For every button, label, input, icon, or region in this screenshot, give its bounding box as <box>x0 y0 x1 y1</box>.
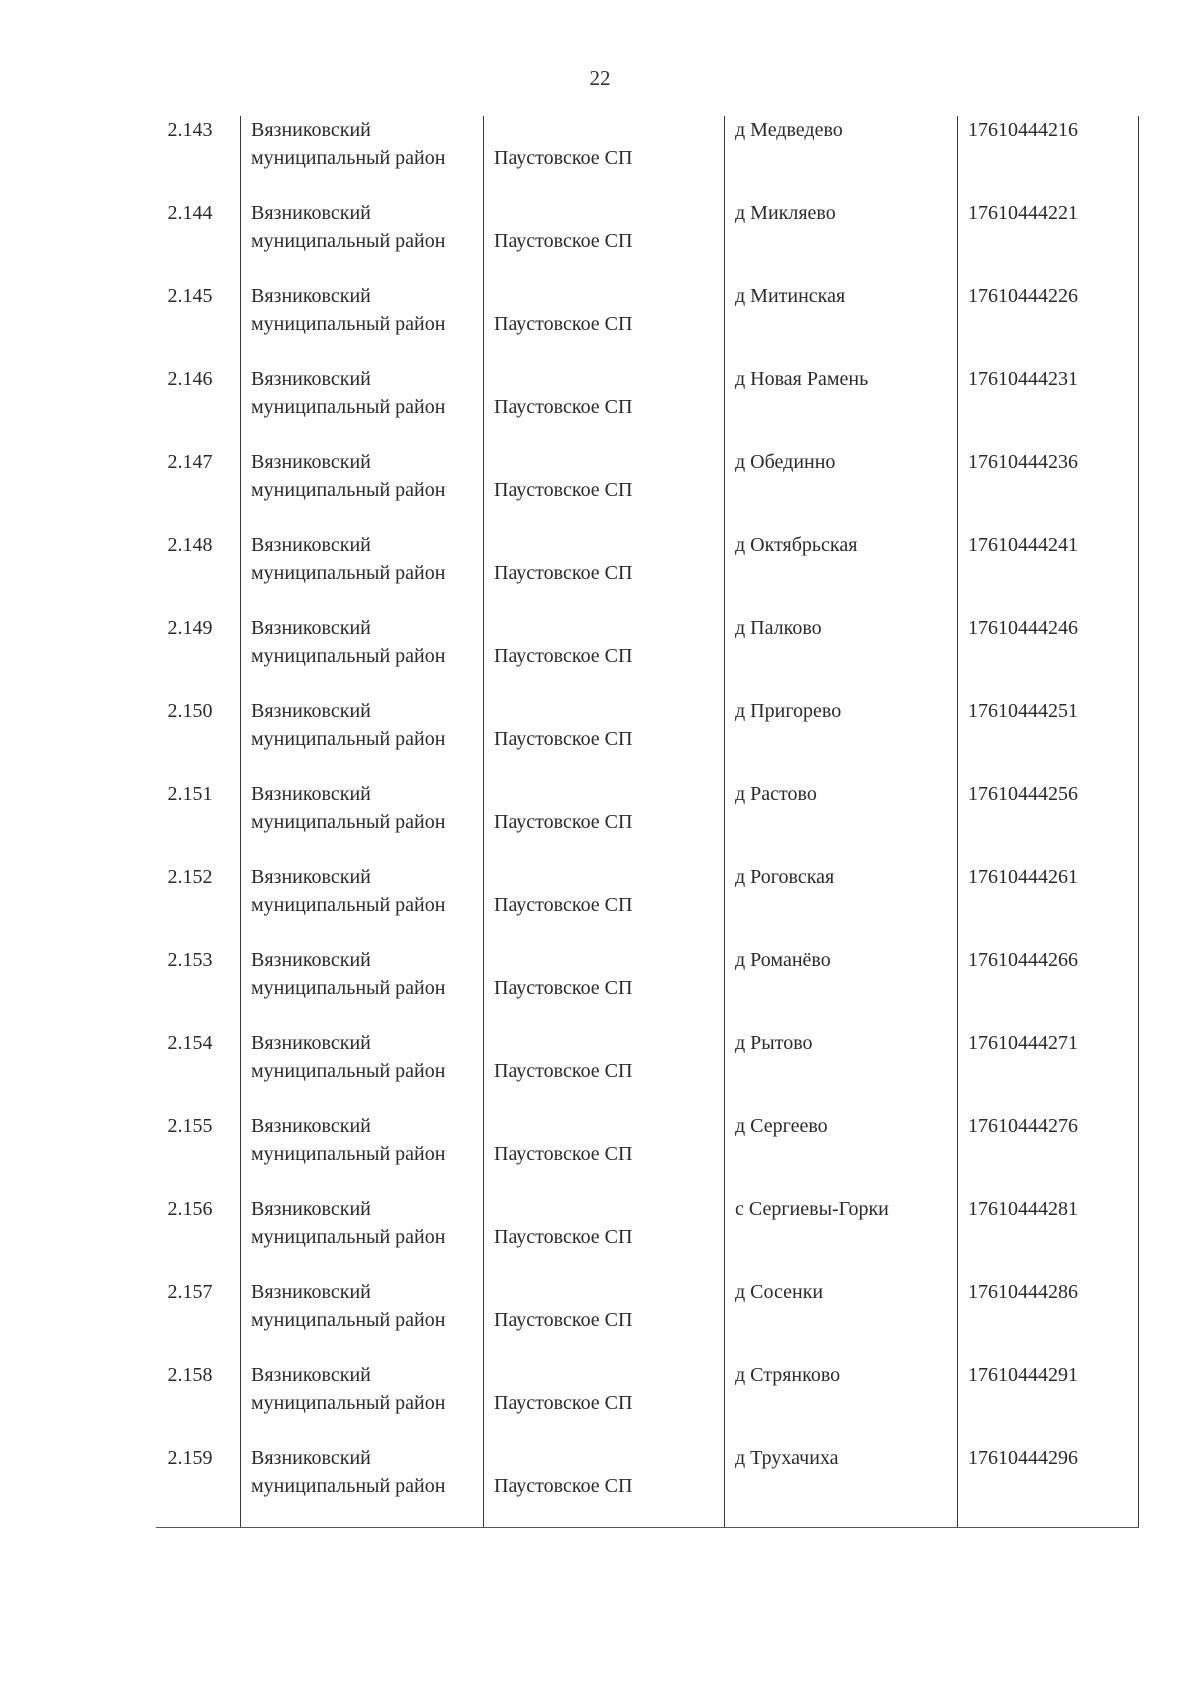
cell-settlement: Паустовское СП <box>484 282 725 365</box>
cell-number: 2.151 <box>167 783 213 805</box>
table-row <box>156 116 1139 199</box>
cell-district: Вязниковский муниципальный район <box>241 1444 484 1527</box>
cell-number: 2.146 <box>167 368 213 390</box>
cell-code: 17610444291 <box>958 1361 1139 1444</box>
cell-number: 2.155 <box>167 1115 213 1137</box>
table-row <box>156 1029 1139 1112</box>
cell-district: Вязниковский муниципальный район <box>241 116 484 199</box>
cell-code: 17610444286 <box>958 1278 1139 1361</box>
cell-number: 2.149 <box>167 617 213 639</box>
cell-village: д Растово <box>725 780 958 863</box>
cell-village: д Сергеево <box>725 1112 958 1195</box>
cell-number: 2.157 <box>167 1281 213 1303</box>
cell-settlement: Паустовское СП <box>484 1444 725 1527</box>
cell-number: 2.153 <box>167 949 213 971</box>
cell-settlement: Паустовское СП <box>484 1195 725 1278</box>
cell-settlement: Паустовское СП <box>484 531 725 614</box>
cell-settlement: Паустовское СП <box>484 448 725 531</box>
cell-settlement: Паустовское СП <box>484 1112 725 1195</box>
cell-village: д Пригорево <box>725 697 958 780</box>
cell-district: Вязниковский муниципальный район <box>241 199 484 282</box>
cell-number: 2.148 <box>167 534 213 556</box>
cell-district: Вязниковский муниципальный район <box>241 1278 484 1361</box>
cell-code: 17610444226 <box>958 282 1139 365</box>
cell-code: 17610444216 <box>958 116 1139 199</box>
cell-village: д Микляево <box>725 199 958 282</box>
table-row <box>156 1112 1139 1195</box>
cell-district: Вязниковский муниципальный район <box>241 1195 484 1278</box>
page-number: 22 <box>589 66 611 90</box>
cell-district: Вязниковский муниципальный район <box>241 697 484 780</box>
cell-village: д Октябрьская <box>725 531 958 614</box>
cell-village: д Медведево <box>725 116 958 199</box>
table-row <box>156 199 1139 282</box>
table-row <box>156 614 1139 697</box>
cell-settlement: Паустовское СП <box>484 697 725 780</box>
cell-village: д Новая Рамень <box>725 365 958 448</box>
table-row <box>156 365 1139 448</box>
table-row <box>156 697 1139 780</box>
cell-number: 2.143 <box>167 119 213 141</box>
cell-number: 2.158 <box>167 1364 213 1386</box>
cell-settlement: Паустовское СП <box>484 116 725 199</box>
cell-number: 2.152 <box>167 866 213 888</box>
cell-settlement: Паустовское СП <box>484 1278 725 1361</box>
cell-number: 2.154 <box>167 1032 213 1054</box>
cell-district: Вязниковский муниципальный район <box>241 946 484 1029</box>
cell-settlement: Паустовское СП <box>484 365 725 448</box>
cell-number: 2.150 <box>167 700 213 722</box>
cell-code: 17610444221 <box>958 199 1139 282</box>
cell-district: Вязниковский муниципальный район <box>241 614 484 697</box>
cell-code: 17610444261 <box>958 863 1139 946</box>
cell-village: д Митинская <box>725 282 958 365</box>
cell-code: 17610444251 <box>958 697 1139 780</box>
cell-number: 2.159 <box>156 1444 241 1527</box>
table-row <box>156 946 1139 1029</box>
cell-district: Вязниковский муниципальный район <box>241 780 484 863</box>
cell-village: д Роговская <box>725 863 958 946</box>
table-row <box>156 448 1139 531</box>
cell-settlement: Паустовское СП <box>484 946 725 1029</box>
table-row <box>156 863 1139 946</box>
table-row <box>156 282 1139 365</box>
table-body <box>156 116 1139 1527</box>
table-row <box>156 1278 1139 1361</box>
cell-village: д Стрянково <box>725 1361 958 1444</box>
cell-village: д Обединно <box>725 448 958 531</box>
cell-code: 17610444246 <box>958 614 1139 697</box>
table-row <box>156 1444 1139 1527</box>
cell-village: д Палково <box>725 614 958 697</box>
cell-settlement: Паустовское СП <box>484 1361 725 1444</box>
cell-number: 2.156 <box>167 1198 213 1220</box>
cell-village: с Сергиевы-Горки <box>725 1195 958 1278</box>
table-row <box>156 780 1139 863</box>
table-row <box>156 1195 1139 1278</box>
cell-code: 17610444281 <box>958 1195 1139 1278</box>
cell-village: д Романёво <box>725 946 958 1029</box>
cell-number: 2.147 <box>167 451 213 473</box>
cell-code: 17610444266 <box>958 946 1139 1029</box>
cell-code: 17610444256 <box>958 780 1139 863</box>
cell-district: Вязниковский муниципальный район <box>241 365 484 448</box>
cell-code: 17610444276 <box>958 1112 1139 1195</box>
cell-district: Вязниковский муниципальный район <box>241 863 484 946</box>
table-row <box>156 531 1139 614</box>
cell-settlement: Паустовское СП <box>484 863 725 946</box>
cell-village: д Сосенки <box>725 1278 958 1361</box>
cell-district: Вязниковский муниципальный район <box>241 448 484 531</box>
cell-village: д Трухачиха <box>725 1444 958 1527</box>
table-row <box>156 1361 1139 1444</box>
cell-number: 2.145 <box>167 285 213 307</box>
cell-settlement: Паустовское СП <box>484 199 725 282</box>
cell-district: Вязниковский муниципальный район <box>241 1112 484 1195</box>
cell-settlement: Паустовское СП <box>484 780 725 863</box>
cell-code: 17610444296 <box>958 1444 1139 1527</box>
cell-code: 17610444231 <box>958 365 1139 448</box>
cell-district: Вязниковский муниципальный район <box>241 1029 484 1112</box>
cell-village: д Рытово <box>725 1029 958 1112</box>
settlements-table <box>156 116 1139 1528</box>
cell-number: 2.144 <box>167 202 213 224</box>
cell-settlement: Паустовское СП <box>484 614 725 697</box>
cell-settlement: Паустовское СП <box>484 1029 725 1112</box>
cell-code: 17610444271 <box>958 1029 1139 1112</box>
cell-code: 17610444236 <box>958 448 1139 531</box>
cell-district: Вязниковский муниципальный район <box>241 282 484 365</box>
cell-district: Вязниковский муниципальный район <box>241 531 484 614</box>
cell-code: 17610444241 <box>958 531 1139 614</box>
cell-district: Вязниковский муниципальный район <box>241 1361 484 1444</box>
